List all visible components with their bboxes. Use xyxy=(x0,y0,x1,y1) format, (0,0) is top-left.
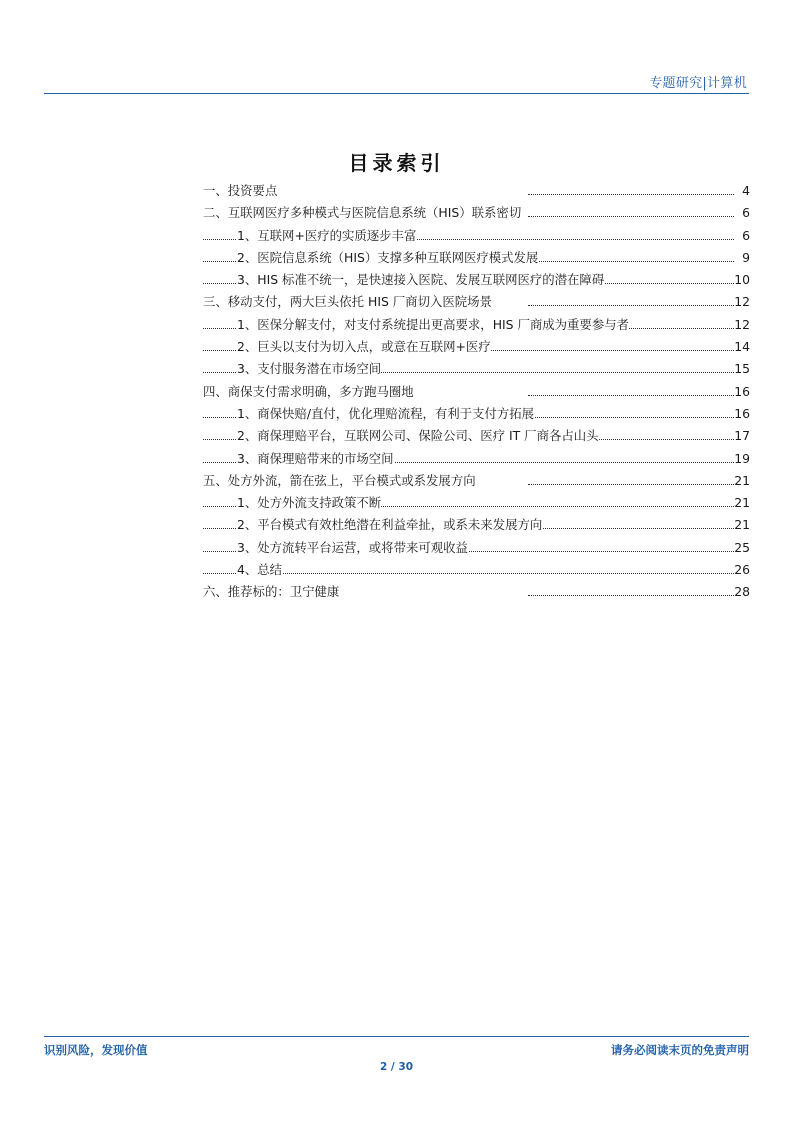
toc-subsection-title: 1、互联网+医疗的实质逐步丰富 xyxy=(237,225,416,247)
toc-subsection-title: 1、处方外流支持政策不断 xyxy=(237,492,381,514)
toc-entry[interactable] xyxy=(203,537,750,559)
toc-subsection-title: 2、医院信息系统（HIS）支撑多种互联网医疗模式发展 xyxy=(237,247,538,269)
toc-entry[interactable] xyxy=(203,381,750,403)
footer-disclaimer: 请务必阅读末页的免责声明 xyxy=(611,1043,749,1057)
toc-entry[interactable] xyxy=(203,180,750,202)
toc-page-number: 12 xyxy=(734,316,750,332)
toc-subsection-title: 2、商保理赔平台，互联网公司、保险公司、医疗 IT 厂商各占山头 xyxy=(237,425,599,447)
toc-page-number: 15 xyxy=(734,361,750,377)
toc-entry[interactable] xyxy=(203,202,750,224)
toc-entry[interactable] xyxy=(203,291,750,313)
toc-subsection-title: 2、平台模式有效杜绝潜在利益牵扯，或系未来发展方向 xyxy=(237,514,542,536)
toc-entry[interactable] xyxy=(203,269,750,291)
footer-slogan: 识别风险，发现价值 xyxy=(44,1043,148,1057)
toc-subsection-title: 1、医保分解支付，对支付系统提出更高要求，HIS 厂商成为重要参与者 xyxy=(237,314,629,336)
toc-dot-leader xyxy=(528,484,734,485)
toc-page-number: 6 xyxy=(742,205,750,221)
toc-entry[interactable] xyxy=(203,581,750,603)
toc-section-title: 四、商保支付需求明确，多方跑马圈地 xyxy=(203,381,414,403)
toc-subsection-title: 3、处方流转平台运营，或将带来可观收益 xyxy=(237,537,468,559)
toc-entry[interactable] xyxy=(203,470,750,492)
toc-page-number: 9 xyxy=(742,249,750,265)
toc-page-number: 21 xyxy=(734,517,750,533)
toc-page-number: 14 xyxy=(734,339,750,355)
toc-dot-leader xyxy=(203,573,734,574)
toc-entry[interactable] xyxy=(203,358,750,380)
toc-section-title: 六、推荐标的：卫宁健康 xyxy=(203,581,339,603)
toc-section-title: 三、移动支付，两大巨头依托 HIS 厂商切入医院场景 xyxy=(203,291,492,313)
toc-page-number: 19 xyxy=(734,450,750,466)
header-divider xyxy=(44,93,749,94)
toc-entry[interactable] xyxy=(203,514,750,536)
toc-section-title: 五、处方外流，箭在弦上，平台模式或系发展方向 xyxy=(203,470,476,492)
toc-page-number: 17 xyxy=(734,428,750,444)
toc-title: 目录索引 xyxy=(348,151,445,175)
toc-page-number: 26 xyxy=(734,562,750,578)
page-number: 2 / 30 xyxy=(379,1061,414,1073)
toc-page-number: 16 xyxy=(734,383,750,399)
toc-entry[interactable] xyxy=(203,314,750,336)
toc-subsection-title: 2、巨头以支付为切入点，或意在互联网+医疗 xyxy=(237,336,491,358)
toc-page-number: 28 xyxy=(734,584,750,600)
toc-entry[interactable] xyxy=(203,492,750,514)
toc-page-number: 21 xyxy=(734,495,750,511)
table-of-contents xyxy=(203,180,750,604)
toc-section-title: 二、互联网医疗多种模式与医院信息系统（HIS）联系密切 xyxy=(203,202,521,224)
toc-subsection-title: 1、商保快赔/直付，优化理赔流程，有利于支付方拓展 xyxy=(237,403,534,425)
toc-subsection-title: 3、商保理赔带来的市场空间 xyxy=(237,448,394,470)
toc-dot-leader xyxy=(528,216,734,217)
toc-dot-leader xyxy=(528,395,734,396)
footer-divider xyxy=(44,1036,749,1037)
toc-dot-leader xyxy=(528,305,734,306)
toc-page-number: 4 xyxy=(742,183,750,198)
toc-page-number: 10 xyxy=(734,272,750,288)
page-header xyxy=(44,72,749,92)
toc-page-number: 6 xyxy=(742,227,750,243)
toc-entry[interactable] xyxy=(203,403,750,425)
toc-dot-leader xyxy=(528,595,734,596)
toc-subsection-title: 3、HIS 标准不统一，是快速接入医院、发展互联网医疗的潜在障碍 xyxy=(237,269,604,291)
toc-section-title: 一、投资要点 xyxy=(203,180,277,202)
toc-entry[interactable] xyxy=(203,448,750,470)
toc-subsection-title: 4、总结 xyxy=(237,559,282,581)
toc-dot-leader xyxy=(528,194,734,195)
report-category-label: 专题研究|计算机 xyxy=(649,76,747,91)
toc-entry[interactable] xyxy=(203,225,750,247)
toc-page-number: 25 xyxy=(734,539,750,555)
toc-entry[interactable] xyxy=(203,559,750,581)
toc-page-number: 12 xyxy=(734,294,750,310)
toc-page-number: 21 xyxy=(734,472,750,488)
toc-entry[interactable] xyxy=(203,336,750,358)
toc-subsection-title: 3、支付服务潜在市场空间 xyxy=(237,358,381,380)
toc-page-number: 16 xyxy=(734,405,750,421)
toc-entry[interactable] xyxy=(203,247,750,269)
toc-entry[interactable] xyxy=(203,425,750,447)
